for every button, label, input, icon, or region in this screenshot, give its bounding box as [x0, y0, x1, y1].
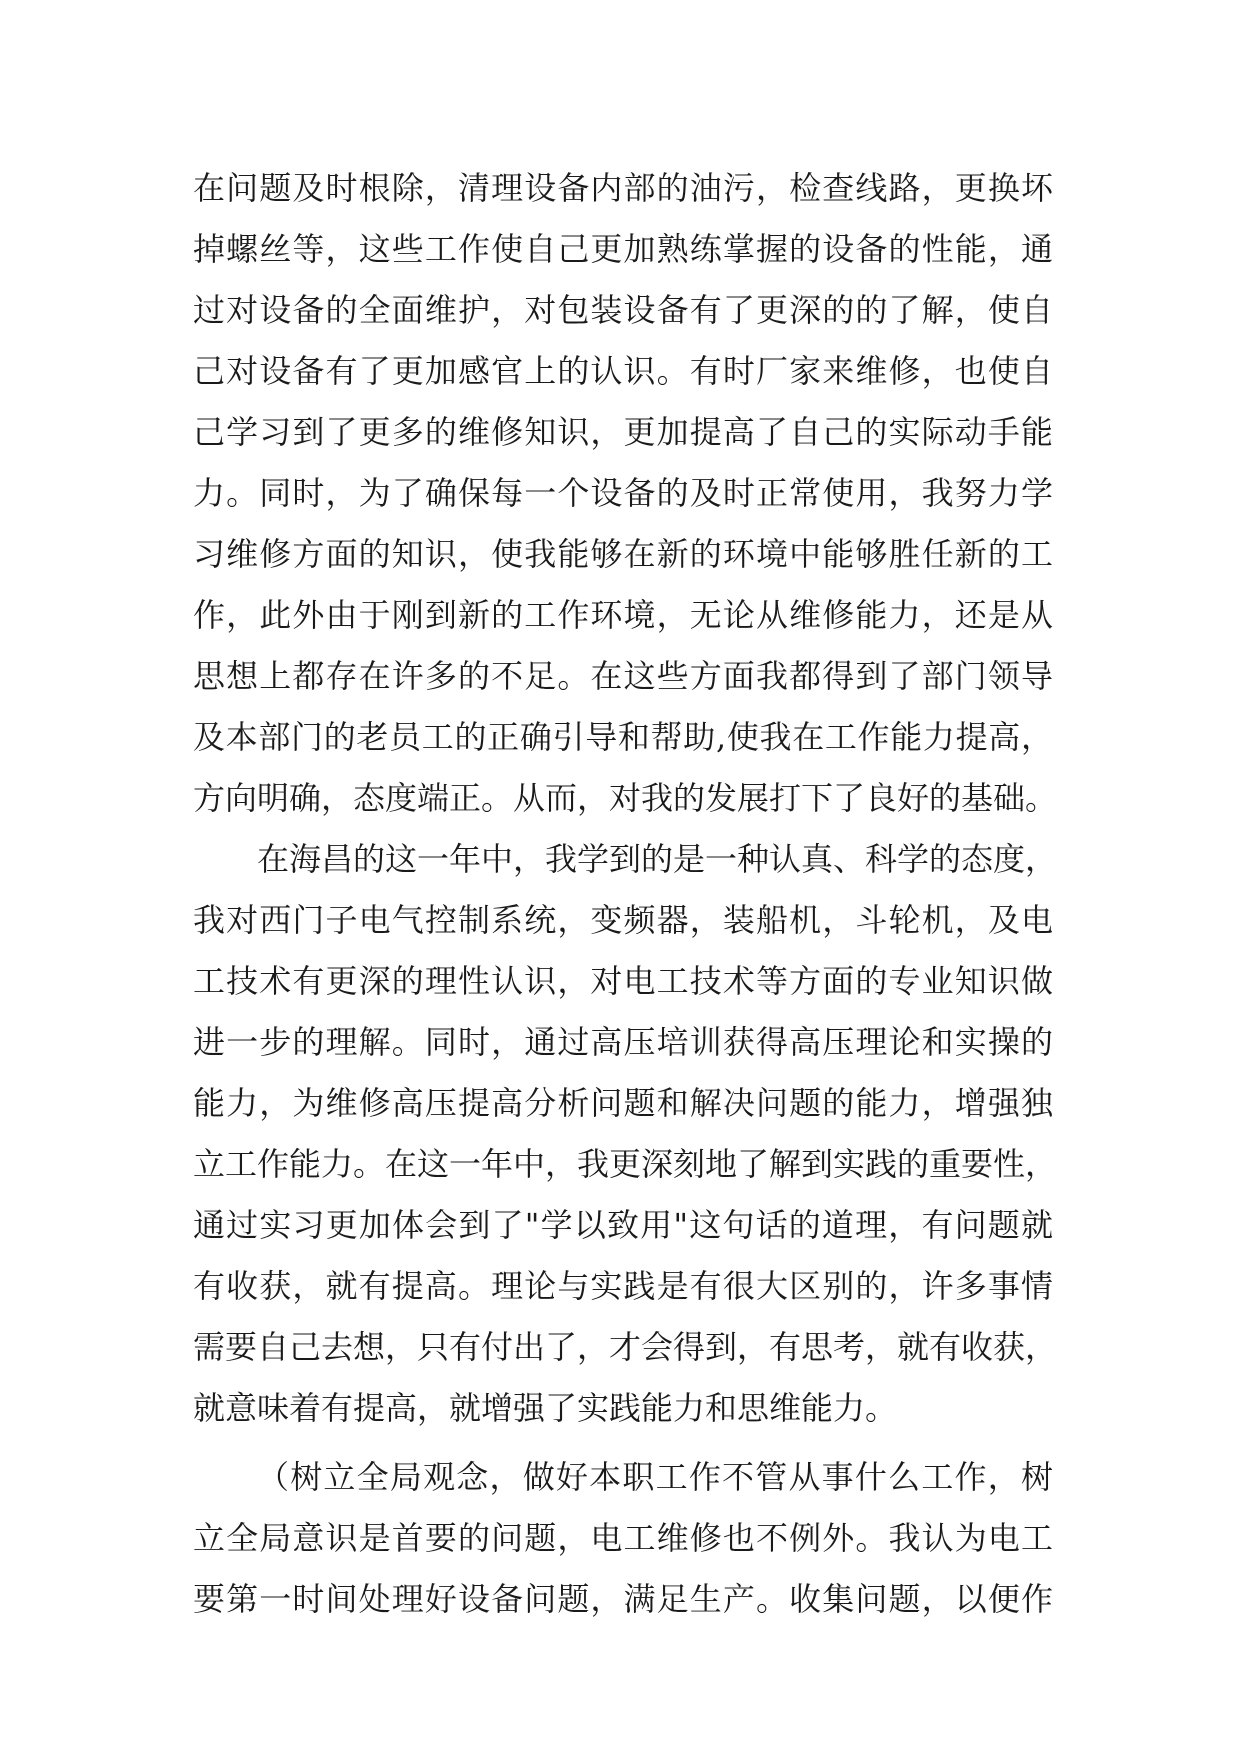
text-line: （树立全局观念，做好本职工作不管从事什么工作，树	[257, 1458, 1053, 1496]
paragraph-1	[193, 158, 1058, 829]
text-line: 掉螺丝等，这些工作使自己更加熟练掌握的设备的性能，通	[193, 230, 1053, 268]
text-line: 过对设备的全面维护，对包装设备有了更深的的了解，使自	[193, 291, 1053, 329]
text-line: 工技术有更深的理性认识，对电工技术等方面的专业知识做	[193, 962, 1053, 1000]
text-line: 己对设备有了更加感官上的认识。有时厂家来维修，也使自	[193, 352, 1053, 390]
paragraph-3	[193, 1447, 1053, 1630]
text-line: 有收获，就有提高。理论与实践是有很大区别的，许多事情	[193, 1267, 1053, 1305]
text-line: 需要自己去想，只有付出了，才会得到，有思考，就有收获，	[193, 1328, 1058, 1366]
text-line: 立全局意识是首要的问题，电工维修也不例外。我认为电工	[193, 1519, 1053, 1557]
text-line: 我对西门子电气控制系统，变频器，装船机，斗轮机，及电	[193, 901, 1053, 939]
document-body	[193, 158, 1058, 1630]
text-line: 要第一时间处理好设备问题，满足生产。收集问题，以便作	[193, 1580, 1053, 1618]
text-line: 己学习到了更多的维修知识，更加提高了自己的实际动手能	[193, 413, 1053, 451]
text-line: 作，此外由于刚到新的工作环境，无论从维修能力，还是从	[193, 596, 1053, 634]
text-line: 通过实习更加体会到了"学以致用"这句话的道理，有问题就	[193, 1206, 1053, 1244]
text-line: 能力，为维修高压提高分析问题和解决问题的能力，增强独	[193, 1084, 1053, 1122]
paragraph-spacer	[193, 1439, 1053, 1447]
paragraph-2	[193, 829, 1058, 1439]
text-line: 就意味着有提高，就增强了实践能力和思维能力。	[193, 1389, 898, 1427]
text-line: 进一步的理解。同时，通过高压培训获得高压理论和实操的	[193, 1023, 1053, 1061]
text-line: 力。同时，为了确保每一个设备的及时正常使用，我努力学	[193, 474, 1053, 512]
text-line: 思想上都存在许多的不足。在这些方面我都得到了部门领导	[193, 657, 1053, 695]
text-line: 在海昌的这一年中，我学到的是一种认真、科学的态度，	[257, 840, 1058, 878]
text-line: 习维修方面的知识，使我能够在新的环境中能够胜任新的工	[193, 535, 1053, 573]
text-line: 在问题及时根除，清理设备内部的油污，检查线路，更换坏	[193, 169, 1053, 207]
text-line: 方向明确，态度端正。从而，对我的发展打下了良好的基础。	[193, 779, 1058, 817]
text-line: 及本部门的老员工的正确引导和帮助,使我在工作能力提高，	[193, 718, 1053, 756]
text-line: 立工作能力。在这一年中，我更深刻地了解到实践的重要性，	[193, 1145, 1058, 1183]
